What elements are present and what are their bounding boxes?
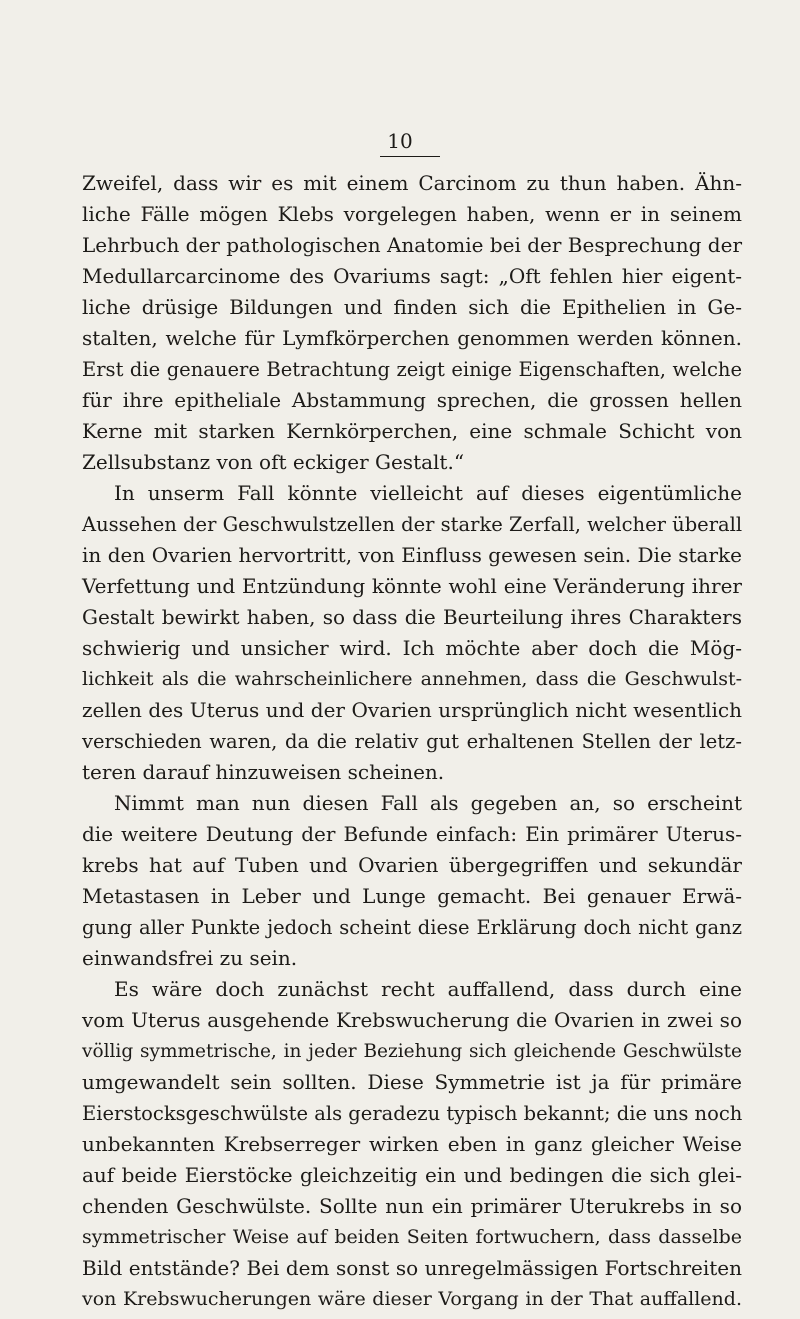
text-line: von Krebswucherungen wäre dieser Vorgang in der That auffallend.	[82, 1288, 742, 1310]
text-line: schwierig und unsicher wird. Ich möchte aber doch die Mög-	[82, 636, 742, 660]
page-number: 10	[387, 129, 413, 153]
text-line: Nimmt man nun diesen Fall als gegeben an, so erscheint	[114, 791, 742, 815]
text-line: auf beide Eierstöcke gleichzeitig ein und bedingen die sich glei-	[82, 1163, 742, 1187]
text-line: Bild entstände? Bei dem sonst so unregelmässigen Fortschreiten	[82, 1256, 742, 1280]
text-line: In unserm Fall könnte vielleicht auf dieses eigentümliche	[114, 481, 742, 505]
text-line: teren darauf hinzuweisen scheinen.	[82, 760, 445, 784]
text-line: krebs hat auf Tuben und Ovarien übergegriffen und sekundär	[82, 853, 742, 877]
text-line: Metastasen in Leber und Lunge gemacht. Bei genauer Erwä-	[82, 884, 742, 908]
text-line: Lehrbuch der pathologischen Anatomie bei der Besprechung der	[82, 233, 743, 257]
text-line: stalten, welche für Lymfkörperchen genommen werden können.	[82, 326, 742, 350]
text-line: die weitere Deutung der Befunde einfach: Ein primärer Uterus-	[82, 822, 742, 846]
text-line: liche Fälle mögen Klebs vorgelegen haben, wenn er in seinem	[82, 202, 742, 226]
text-line: Gestalt bewirkt haben, so dass die Beurteilung ihres Charakters	[82, 605, 742, 629]
page-number-rule	[380, 156, 440, 157]
text-line: symmetrischer Weise auf beiden Seiten fortwuchern, dass dasselbe	[82, 1226, 742, 1248]
text-line: gung aller Punkte jedoch scheint diese Erklärung doch nicht ganz	[82, 916, 742, 939]
text-line: Es wäre doch zunächst recht auffallend, dass durch eine	[114, 977, 742, 1001]
text-line: Kerne mit starken Kernkörperchen, eine schmale Schicht von	[82, 419, 742, 443]
text-line: einwandsfrei zu sein.	[82, 946, 298, 970]
text-line: in den Ovarien hervortritt, von Einfluss gewesen sein. Die starke	[82, 543, 742, 567]
text-line: unbekannten Krebserreger wirken eben in ganz gleicher Weise	[82, 1132, 742, 1156]
text-line: Erst die genauere Betrachtung zeigt einige Eigenschaften, welche	[82, 358, 742, 381]
text-line: umgewandelt sein sollten. Diese Symmetrie ist ja für primäre	[82, 1070, 742, 1094]
text-line: Verfettung und Entzündung könnte wohl eine Veränderung ihrer	[82, 574, 742, 598]
text-line: chenden Geschwülste. Sollte nun ein primärer Uterukrebs in so	[82, 1194, 742, 1218]
text-line: für ihre epitheliale Abstammung sprechen, die grossen hellen	[82, 388, 742, 412]
text-line: Eierstocksgeschwülste als geradezu typisch bekannt; die uns noch	[82, 1102, 743, 1125]
text-line: liche drüsige Bildungen und finden sich die Epithelien in Ge-	[82, 295, 742, 319]
text-line: völlig symmetrische, in jeder Beziehung sich gleichende Geschwülste	[82, 1041, 742, 1062]
text-line: Medullarcarcinome des Ovariums sagt: „Oft fehlen hier eigent-	[82, 264, 742, 288]
text-line: Aussehen der Geschwulstzellen der starke Zerfall, welcher überall	[82, 513, 743, 536]
text-line: Zweifel, dass wir es mit einem Carcinom zu thun haben. Ähn-	[82, 171, 742, 195]
text-line: vom Uterus ausgehende Krebswucherung die Ovarien in zwei so	[82, 1008, 742, 1032]
text-line: Zellsubstanz von oft eckiger Gestalt.“	[82, 450, 465, 474]
body-text	[82, 168, 742, 1315]
text-line: verschieden waren, da die relativ gut erhaltenen Stellen der letz-	[82, 730, 742, 753]
text-line: zellen des Uterus und der Ovarien ursprünglich nicht wesentlich	[82, 698, 742, 722]
text-line: lichkeit als die wahrscheinlichere annehmen, dass die Geschwulst-	[82, 668, 742, 690]
